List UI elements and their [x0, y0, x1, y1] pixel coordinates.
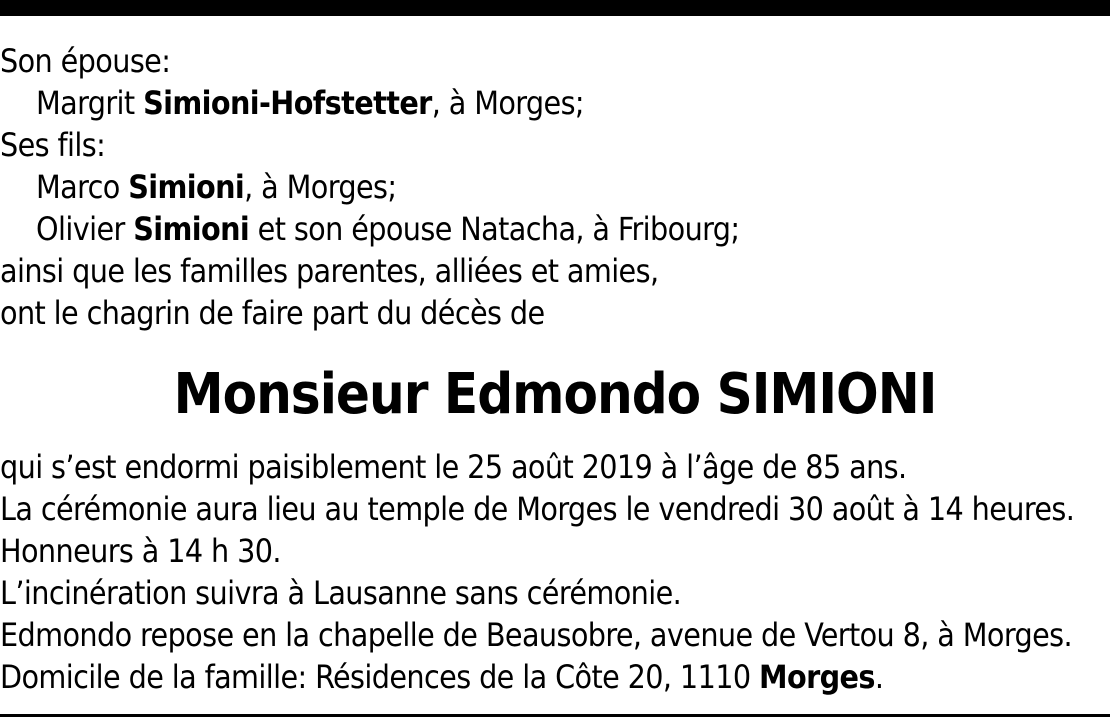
son2-line	[0, 208, 1110, 250]
announcement-line: ont le chagrin de faire part du décès de	[0, 294, 545, 332]
top-border-rule	[0, 0, 1110, 16]
relatives-line: ainsi que les familles parentes, alliées et amies,	[0, 252, 659, 290]
details-line-ceremony: La cérémonie aura lieu au temple de Morges le vendredi 30 août à 14 heures.	[0, 490, 1075, 528]
details-line-chapel: Edmondo repose en la chapelle de Beausobre, avenue de Vertou 8, à Morges.	[0, 616, 1072, 654]
spouse-last-name: Simioni-Hofstetter	[143, 84, 432, 122]
son1-line	[0, 166, 1110, 208]
deceased-name-heading: Monsieur Edmondo SIMIONI	[173, 362, 937, 427]
details-section	[0, 446, 1110, 698]
sons-label: Ses fils:	[0, 126, 106, 164]
home-address: Domicile de la famille: Résidences de la Côte 20, 1110	[0, 658, 751, 696]
details-line-honours: Honneurs à 14 h 30.	[0, 532, 281, 570]
details-line-passing: qui s’est endormi paisiblement le 25 août 2019 à l’âge de 85 ans.	[0, 448, 907, 486]
son2-first-name: Olivier	[36, 210, 125, 248]
spouse-line	[0, 82, 1110, 124]
spouse-place: , à Morges;	[431, 84, 584, 122]
family-section	[0, 40, 1110, 334]
spouse-first-name: Margrit	[36, 84, 135, 122]
son2-last-name: Simioni	[133, 210, 250, 248]
home-suffix: .	[874, 658, 884, 696]
bottom-border-rule	[0, 714, 1110, 717]
son2-rest: et son épouse Natacha, à Fribourg;	[257, 210, 740, 248]
home-city: Morges	[759, 658, 875, 696]
spouse-label: Son épouse:	[0, 42, 171, 80]
son1-place: , à Morges;	[244, 168, 397, 206]
details-line-home	[0, 656, 1110, 698]
son1-first-name: Marco	[36, 168, 120, 206]
details-line-cremation: L’incinération suivra à Lausanne sans cérémonie.	[0, 574, 682, 612]
son1-last-name: Simioni	[128, 168, 245, 206]
